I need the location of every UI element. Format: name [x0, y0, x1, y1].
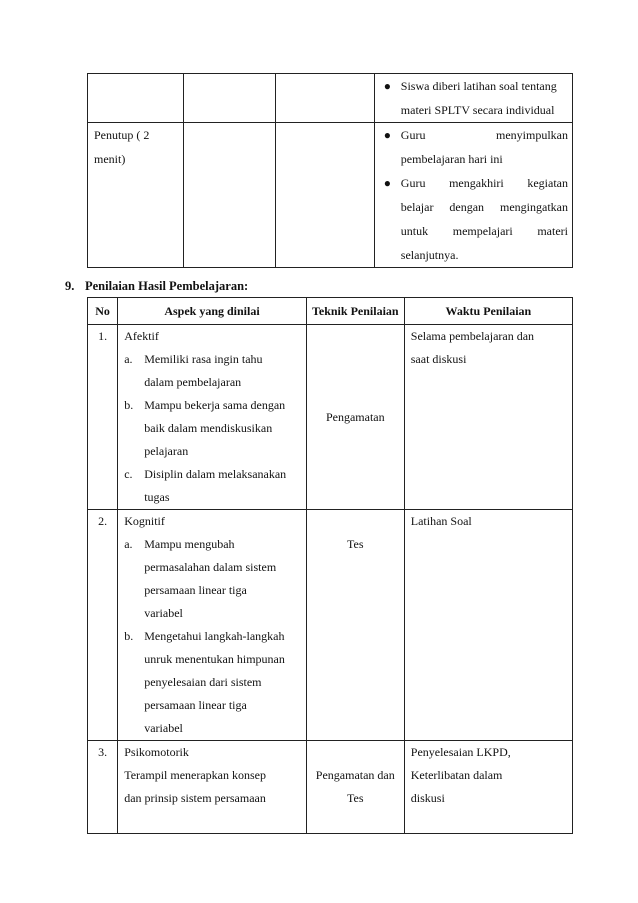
section-number: 9.	[65, 279, 75, 293]
time-line: saat diskusi	[410, 352, 467, 366]
table-cell-empty	[276, 74, 374, 123]
aspect-cell	[118, 325, 307, 510]
time-line: Latihan Soal	[410, 514, 472, 528]
header-technique: Teknik Penilaian	[306, 298, 404, 325]
section-title: Penilaian Hasil Pembelajaran:	[85, 279, 249, 293]
technique-line: Tes	[347, 791, 364, 805]
aspect-line: dan prinsip sistem persamaan	[124, 791, 266, 805]
item-label: a.	[124, 352, 133, 366]
bullet-icon: ●	[383, 176, 392, 190]
word: Guru	[400, 128, 426, 142]
table-cell-empty	[184, 123, 276, 268]
bullet-line	[401, 123, 568, 147]
item-line: Mengetahui langkah-langkah	[144, 629, 285, 643]
aspect-line: Terampil menerapkan konsep	[124, 768, 266, 782]
time-line: diskusi	[410, 791, 445, 805]
word: belajar	[400, 200, 434, 214]
row-number: 3.	[88, 741, 118, 834]
aspect-item	[124, 463, 300, 509]
lesson-activity-table	[87, 73, 573, 268]
bullet-line	[401, 171, 568, 195]
word: Guru	[400, 176, 426, 190]
aspect-title: Psikomotorik	[124, 745, 189, 759]
word: mengakhiri	[449, 176, 504, 190]
item-line: variabel	[144, 606, 183, 620]
section-heading	[65, 279, 248, 294]
list-item	[375, 123, 572, 171]
item-label: a.	[124, 537, 133, 551]
aspect-cell	[118, 510, 307, 741]
phase-cell	[88, 123, 184, 268]
technique-text: Tes	[347, 537, 364, 551]
assessment-table	[87, 297, 573, 834]
item-line: persamaan linear tiga	[144, 698, 247, 712]
item-line: pelajaran	[144, 444, 189, 458]
time-line: Penyelesaian LKPD,	[410, 745, 511, 759]
phase-label-line: menit)	[94, 152, 126, 166]
item-line: baik dalam mendiskusikan	[144, 421, 273, 435]
aspect-item	[124, 394, 300, 463]
bullet-line: selanjutnya.	[400, 248, 459, 262]
technique-cell: Pengamatan	[306, 325, 404, 510]
time-cell	[404, 510, 572, 741]
table-header-row	[88, 298, 573, 325]
time-cell	[404, 741, 572, 834]
header-aspect: Aspek yang dinilai	[118, 298, 307, 325]
table-row	[88, 74, 573, 123]
item-line: Mampu mengubah	[144, 537, 235, 551]
phase-label-line: Penutup ( 2	[94, 128, 150, 142]
bullet-line	[401, 195, 568, 219]
time-line: Keterlibatan dalam	[410, 768, 503, 782]
technique-line: Pengamatan dan	[315, 768, 395, 782]
bullet-line: pembelajaran hari ini	[400, 152, 503, 166]
aspect-cell	[118, 741, 307, 834]
time-cell	[404, 325, 572, 510]
aspect-title: Afektif	[124, 329, 159, 343]
item-line: Disiplin dalam melaksanakan	[144, 467, 287, 481]
table-row	[88, 325, 573, 510]
item-line: permasalahan dalam sistem	[144, 560, 277, 574]
item-line: persamaan linear tiga	[144, 583, 247, 597]
table-cell-empty	[276, 123, 374, 268]
table-row	[88, 510, 573, 741]
item-label: b.	[124, 398, 134, 412]
table-row	[88, 123, 573, 268]
technique-cell	[306, 510, 404, 741]
bullet-icon: ●	[383, 128, 392, 142]
row-number: 2.	[88, 510, 118, 741]
table-row	[88, 741, 573, 834]
item-label: b.	[124, 629, 134, 643]
activity-cell	[374, 74, 572, 123]
aspect-title: Kognitif	[124, 514, 165, 528]
item-line: dalam pembelajaran	[144, 375, 242, 389]
item-line: Memiliki rasa ingin tahu	[144, 352, 263, 366]
list-item	[375, 171, 572, 267]
list-item	[375, 74, 572, 122]
aspect-item	[124, 625, 300, 740]
table-cell-empty	[88, 74, 184, 123]
aspect-item	[124, 533, 300, 625]
item-line: variabel	[144, 721, 183, 735]
bullet-line: Siswa diberi latihan soal tentang	[400, 79, 557, 93]
aspect-item	[124, 348, 300, 394]
word: kegiatan	[527, 176, 568, 190]
item-line: tugas	[144, 490, 170, 504]
table-cell-empty	[184, 74, 276, 123]
technique-cell	[306, 741, 404, 834]
word: dengan	[449, 200, 485, 214]
row-number: 1.	[88, 325, 118, 510]
bullet-icon: ●	[383, 79, 392, 93]
activity-cell	[374, 123, 572, 268]
word: menyimpulkan	[496, 128, 568, 142]
header-no: No	[88, 298, 118, 325]
item-label: c.	[124, 467, 133, 481]
word: mempelajari	[452, 224, 513, 238]
word: materi	[537, 224, 568, 238]
item-line: penyelesaian dari sistem	[144, 675, 262, 689]
bullet-line	[401, 219, 568, 243]
word: mengingatkan	[500, 200, 568, 214]
bullet-line: materi SPLTV secara individual	[400, 103, 555, 117]
time-line: Selama pembelajaran dan	[410, 329, 535, 343]
word: untuk	[400, 224, 429, 238]
item-line: Mampu bekerja sama dengan	[144, 398, 286, 412]
item-line: unruk menentukan himpunan	[144, 652, 285, 666]
header-time: Waktu Penilaian	[404, 298, 572, 325]
